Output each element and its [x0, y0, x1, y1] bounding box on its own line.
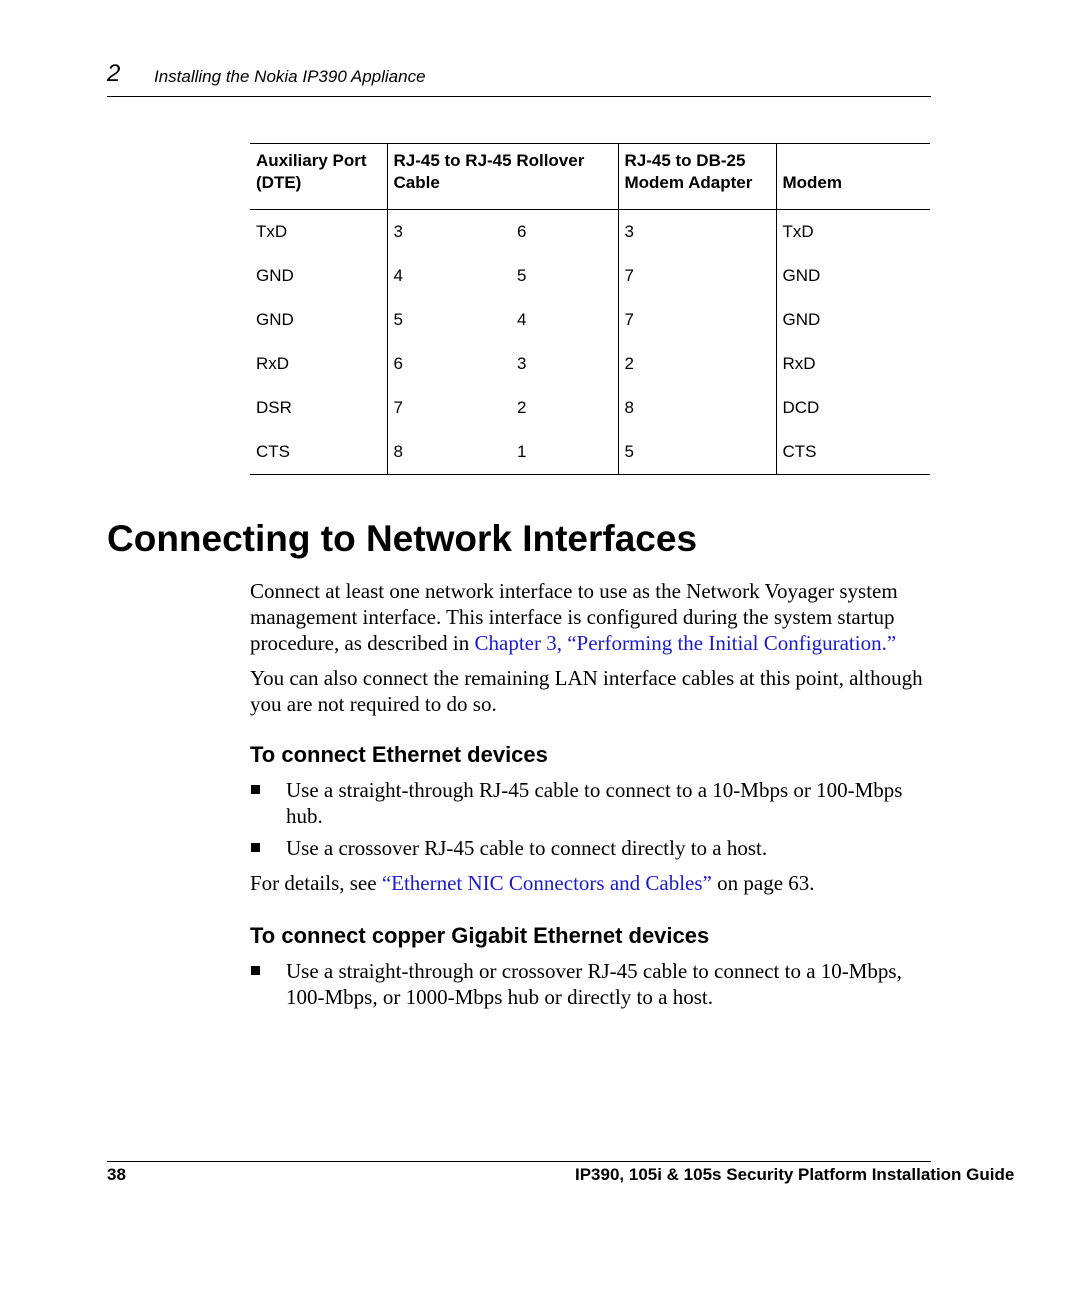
cell-rollover-a: 3 — [387, 210, 511, 255]
bullet-square-icon — [251, 966, 260, 975]
list-item-text: Use a crossover RJ-45 cable to connect directly to a host. — [286, 836, 768, 860]
cell-rollover-a: 4 — [387, 254, 511, 298]
cell-adapter: 5 — [618, 430, 776, 475]
header-modem: Modem — [776, 144, 930, 210]
ethernet-heading: To connect Ethernet devices — [250, 742, 548, 767]
intro-paragraph — [250, 578, 940, 656]
cell-rollover-b: 3 — [517, 354, 527, 373]
details-prefix: For details, see — [250, 871, 382, 895]
table-row — [250, 254, 930, 298]
bullet-square-icon — [251, 843, 260, 852]
chapter-number: 2 — [107, 60, 121, 87]
cell-rollover-b: 4 — [517, 310, 527, 329]
header-adapter — [618, 144, 776, 210]
table-row — [250, 342, 930, 386]
cell-aux-port: DSR — [256, 398, 292, 417]
cell-adapter: 7 — [618, 298, 776, 342]
table-row — [250, 298, 930, 342]
cell-modem: CTS — [776, 430, 930, 475]
intro-text: Connect at least one network interface to use as the Network Voyager system management interface. This interface is configured during the system startup procedure, as described in — [250, 579, 898, 655]
header-aux-port — [250, 144, 387, 210]
details-suffix: on page 63. — [711, 871, 815, 895]
header-rollover-line2: Cable — [393, 173, 440, 192]
chapter-title: Installing the Nokia IP390 Appliance — [154, 67, 426, 86]
cell-rollover-b: 1 — [511, 430, 618, 475]
cell-modem: RxD — [776, 342, 930, 386]
running-header — [107, 58, 931, 97]
page-number: 38 — [107, 1165, 126, 1184]
details-paragraph — [250, 870, 940, 896]
table-row — [250, 210, 930, 255]
header-aux-port-line1: Auxiliary Port — [256, 151, 367, 170]
lan-paragraph: You can also connect the remaining LAN interface cables at this point, although you are not required to do so. — [250, 666, 923, 716]
ethernet-nic-link[interactable]: “Ethernet NIC Connectors and Cables” — [381, 871, 712, 895]
cell-adapter: 7 — [618, 254, 776, 298]
cell-rollover-b: 5 — [517, 266, 527, 285]
bullet-square-icon — [251, 785, 260, 794]
table-row — [250, 386, 930, 430]
pinout-table — [250, 143, 930, 475]
cell-rollover-a: 6 — [387, 342, 511, 386]
cell-modem: TxD — [776, 210, 930, 255]
cell-aux-port: RxD — [256, 354, 290, 373]
table-header-row — [250, 144, 930, 210]
cell-modem: GND — [776, 254, 930, 298]
guide-title: IP390, 105i & 105s Security Platform Installation Guide — [575, 1165, 1015, 1184]
cell-aux-port: GND — [256, 310, 294, 329]
cell-aux-port: TxD — [256, 222, 288, 241]
cell-rollover-a: 8 — [387, 430, 511, 475]
gigabit-heading: To connect copper Gigabit Ethernet devices — [250, 923, 710, 948]
cell-rollover-b: 2 — [517, 398, 527, 417]
header-rollover — [387, 144, 618, 210]
cell-adapter: 8 — [618, 386, 776, 430]
header-aux-port-line2: (DTE) — [256, 173, 302, 192]
chapter-3-link[interactable]: Chapter 3, “Performing the Initial Configuration.” — [474, 631, 897, 655]
cell-modem: GND — [776, 298, 930, 342]
cell-rollover-a: 7 — [387, 386, 511, 430]
list-item — [250, 835, 940, 861]
list-item — [250, 958, 940, 1010]
list-item — [250, 777, 940, 829]
section-title: Connecting to Network Interfaces — [107, 518, 698, 559]
list-item-text: Use a straight-through RJ-45 cable to connect to a 10-Mbps or 100-Mbps hub. — [286, 778, 903, 828]
cell-rollover-a: 5 — [387, 298, 511, 342]
cell-modem: DCD — [776, 386, 930, 430]
cell-adapter: 2 — [618, 342, 776, 386]
header-adapter-line2: Modem Adapter — [624, 173, 753, 192]
running-footer — [107, 1161, 1015, 1184]
cell-rollover-b: 6 — [517, 222, 527, 241]
cell-aux-port: GND — [256, 266, 294, 285]
header-adapter-line1: RJ-45 to DB-25 — [624, 151, 746, 170]
list-item-text: Use a straight-through or crossover RJ-45 cable to connect to a 10-Mbps, 100-Mbps, or 1000-Mbps hub or directly to a host. — [286, 959, 902, 1009]
header-rollover-line1: RJ-45 to RJ-45 Rollover — [393, 151, 585, 170]
cell-aux-port: CTS — [250, 430, 387, 475]
table-row — [250, 430, 930, 475]
cell-adapter: 3 — [618, 210, 776, 255]
